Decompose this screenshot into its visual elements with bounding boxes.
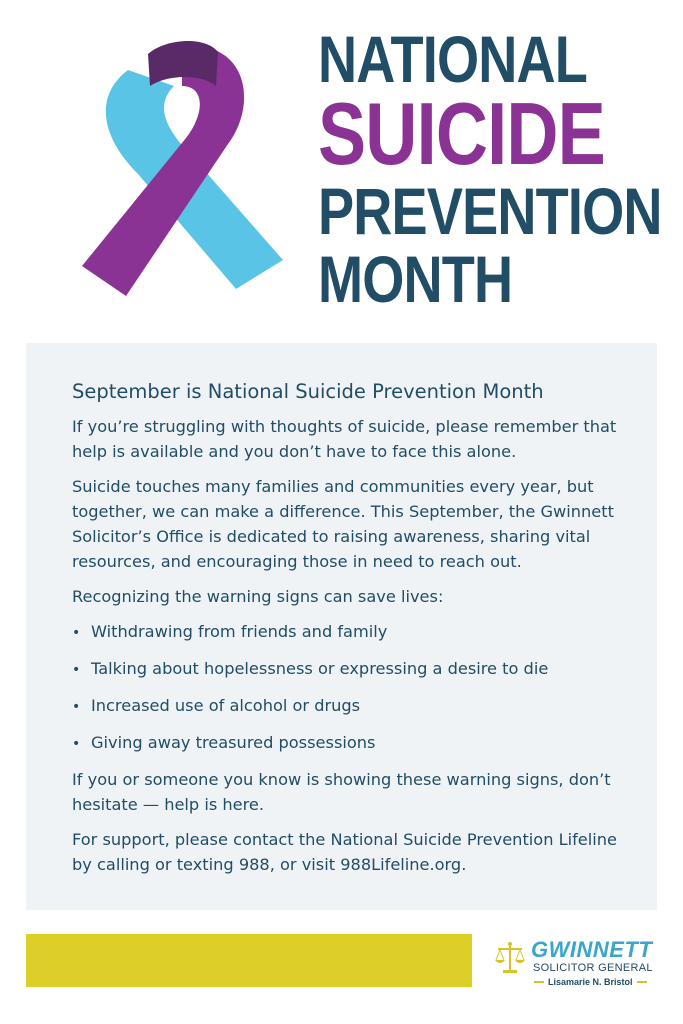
footer-accent-bar [26,934,472,987]
logo-person-row [534,977,647,987]
paragraph-support-contact: For support, please contact the National Suicide Prevention Lifeline by calling or texting 988, or visit 988Lifeline.org. [72,830,617,874]
list-item [72,656,632,683]
divider [637,981,647,983]
title-month: MONTH [318,242,513,316]
logo-subtitle: SOLICITOR GENERAL [533,962,653,974]
list-item-text: Increased use of alcohol or drugs [91,696,361,715]
scales-of-justice-icon [492,940,528,976]
title-national: NATIONAL [318,22,588,96]
title-prevention: PREVENTION [318,174,662,248]
list-item [72,730,632,757]
divider [534,981,544,983]
title-suicide: SUICIDE [318,84,605,183]
bullet-icon: • [72,699,81,715]
logo-name: GWINNETT [531,937,653,962]
paragraph-suicide-touches: Suicide touches many families and communities every year, but together, we can make a difference. This September, the Gwinnett Solicitor’s Office is dedicated to raising awareness, sharing vital resources, and encouraging those in need to reach out. [72,477,614,571]
gwinnett-logo [492,938,657,993]
warning-signs-list [72,619,632,757]
panel-heading: September is National Suicide Prevention Month [72,380,544,403]
list-item-text: Talking about hopelessness or expressing a desire to die [91,659,549,678]
list-item [72,693,632,720]
bullet-icon: • [72,625,81,641]
paragraph-struggling: If you’re struggling with thoughts of suicide, please remember that help is available and you don’t have to face this alone. [72,417,617,461]
info-panel [26,343,657,910]
info-panel-content [72,378,632,887]
paragraph-help-is-here: If you or someone you know is showing these warning signs, don’t hesitate — help is here. [72,770,611,814]
paragraph-warning-signs-intro: Recognizing the warning signs can save lives: [72,587,444,606]
awareness-ribbon-icon [78,34,288,304]
list-item-text: Giving away treasured possessions [91,733,376,752]
list-item [72,619,632,646]
poster-title [318,22,668,316]
bullet-icon: • [72,736,81,752]
logo-person: Lisamarie N. Bristol [548,977,633,987]
bullet-icon: • [72,662,81,678]
list-item-text: Withdrawing from friends and family [91,622,388,641]
